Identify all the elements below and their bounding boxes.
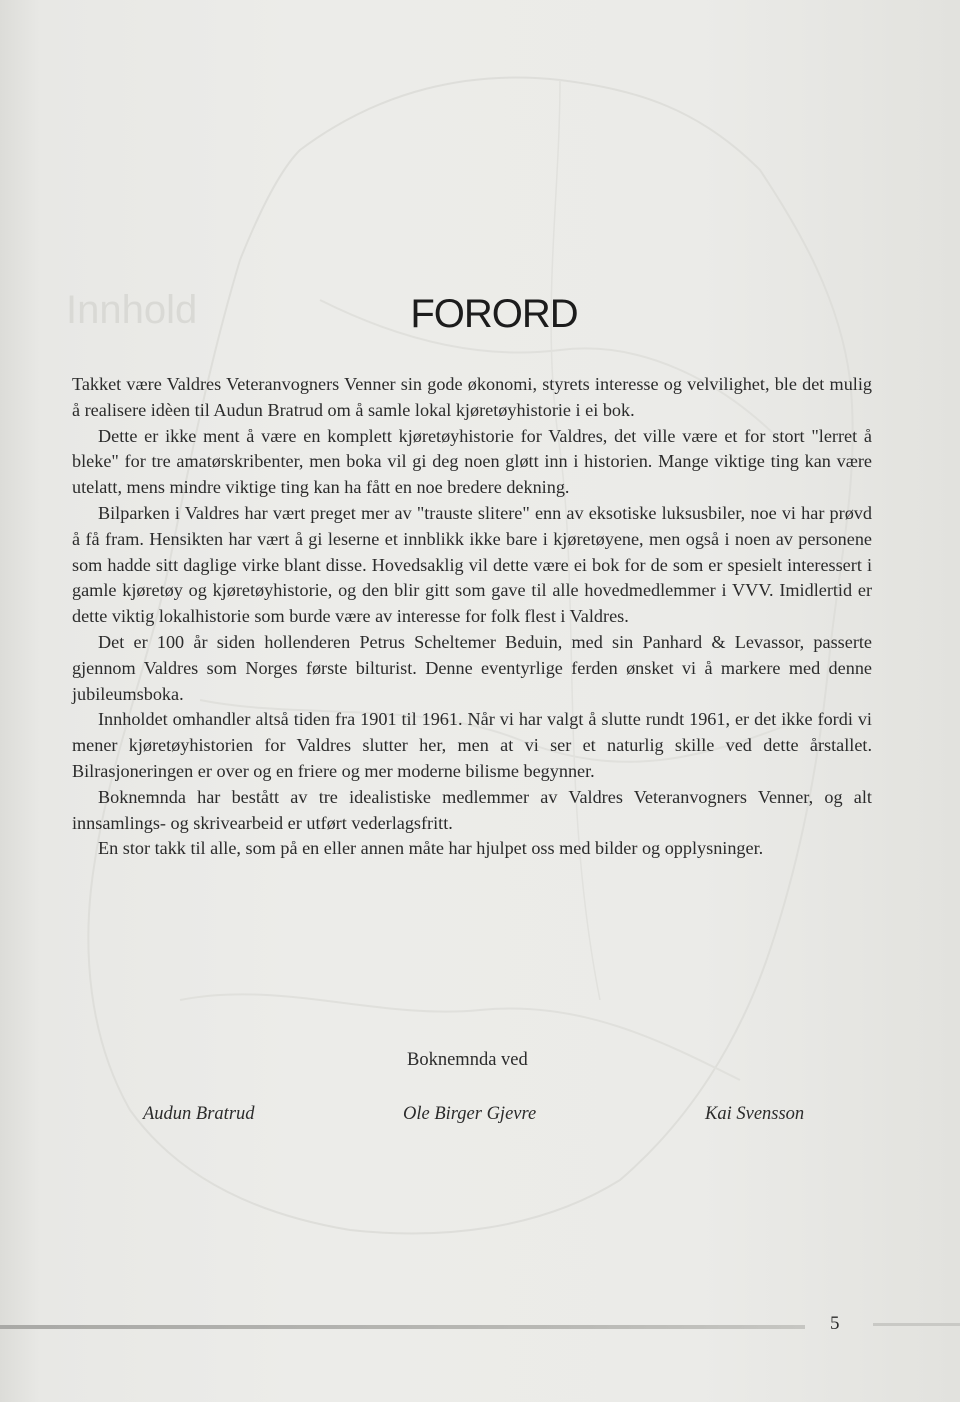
paragraph: Takket være Valdres Veteranvogners Venner sin gode økonomi, styrets interesse og velvilighet, ble det mulig å realisere idèen til Audun Bratrud om å samle lokal kjøretøyhistorie i ei bok. [72, 374, 872, 420]
footer-rule-right [873, 1323, 960, 1326]
foreword-text [72, 372, 872, 862]
page-number: 5 [830, 1313, 840, 1334]
signer-name: Kai Svensson [705, 1104, 805, 1124]
paragraph: Boknemnda har bestått av tre idealistiske medlemmer av Valdres Veteranvogners Venner, og alt innsamlings- og skrivearbeid er utført vederlagsfritt. [72, 786, 872, 833]
paragraph: Dette er ikke ment å være en komplett kjøretøyhistorie for Valdres, det ville være et for stort "lerret å bleke" for tre amatørskribenter, men boka vil gi deg noen gløtt inn i historien. Mange viktige ting kan være utelatt, mens mindre viktige ting kan ha fått en noe bredere dekning. [72, 425, 872, 498]
signer-name: Audun Bratrud [143, 1104, 255, 1124]
committee-line: Boknemnda ved [407, 1050, 528, 1070]
paragraph: En stor takk til alle, som på en eller annen måte har hjulpet oss med bilder og opplysninger. [98, 838, 764, 859]
signer-name: Ole Birger Gjevre [403, 1104, 537, 1124]
paragraph: Bilparken i Valdres har vært preget mer av "trauste slitere" enn av eksotiske luksusbiler, noe vi har prøvd å få fram. Hensikten har vært å gi leserne et innblikk ikke bare i kjøretøyene, men også i noen av personene som hadde sitt daglige virke blant disse. Hovedsaklig vil dette være ei bok for de som er spesielt interessert i gamle kjøretøy og kjøretøyhistorie, og den blir gitt som gave til alle hovedmedlemmer i VVV. Imidlertid er dette viktig lokalhistorie som burde være av interesse for folk flest i Valdres. [72, 502, 872, 627]
footer-rule [0, 1325, 805, 1329]
faded-heading-watermark: Innhold [66, 288, 198, 332]
page-title: FORORD [410, 292, 578, 336]
paragraph: Innholdet omhandler altså tiden fra 1901 til 1961. Når vi har valgt å slutte rundt 1961, er det ikke fordi vi mener kjøretøyhistorien for Valdres slutter her, men at vi ser et naturlig skille ved dette årstallet. Bilrasjoneringen er over og en friere og mer moderne bilisme begynner. [72, 709, 872, 781]
paragraph: Det er 100 år siden hollenderen Petrus Scheltemer Beduin, med sin Panhard & Levassor, passerte gjennom Valdres som Norges første bilturist. Denne eventyrlige ferden ønsket vi å markere med denne jubileumsboka. [72, 631, 872, 704]
